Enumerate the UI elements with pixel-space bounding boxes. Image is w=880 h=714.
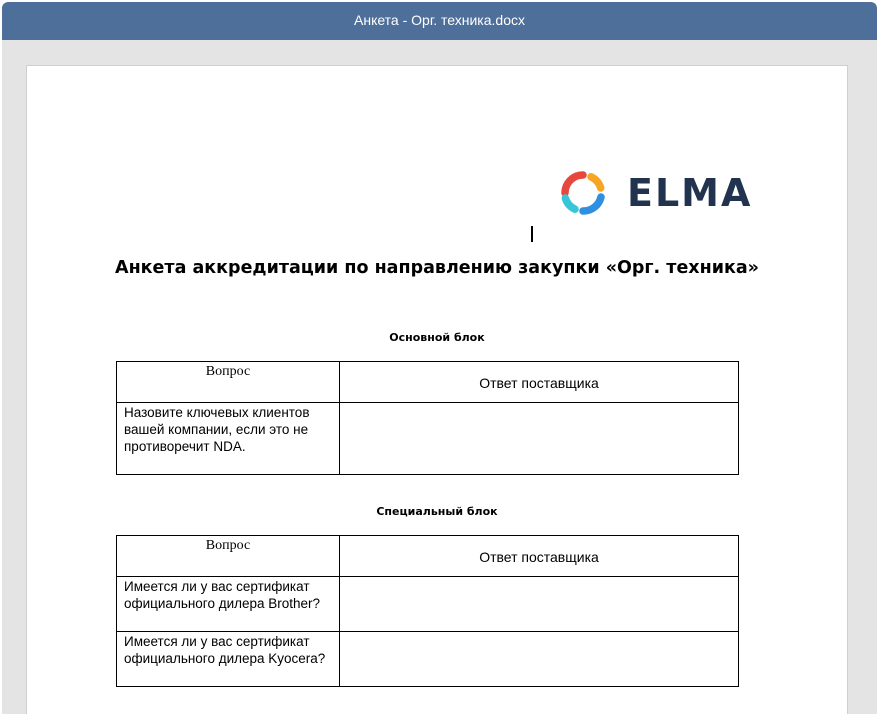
elma-logo [557, 166, 752, 220]
header-answer: Ответ поставщика [340, 362, 739, 403]
header-question: Вопрос [117, 536, 340, 577]
document-viewer-window [2, 2, 877, 714]
header-answer: Ответ поставщика [340, 536, 739, 577]
elma-logo-text: ELMA [627, 171, 753, 215]
answer-cell[interactable] [340, 403, 739, 475]
document-title: Анкета аккредитации по направлению закупки «Орг. техника» [115, 258, 759, 278]
section-title-special: Специальный блок [376, 505, 498, 518]
table-row [117, 577, 739, 632]
text-cursor [531, 226, 533, 242]
document-page[interactable] [26, 65, 848, 714]
question-cell: Имеется ли у вас сертификат официального дилера Kyocera? [117, 632, 340, 687]
answer-cell[interactable] [340, 577, 739, 632]
section-title-main: Основной блок [389, 331, 485, 344]
answer-cell[interactable] [340, 632, 739, 687]
elma-ring-icon [557, 167, 609, 219]
table-row [117, 632, 739, 687]
window-title: Анкета - Орг. техника.docx [2, 2, 877, 40]
main-block-table [116, 361, 739, 475]
question-cell: Имеется ли у вас сертификат официального дилера Brother? [117, 577, 340, 632]
question-cell: Назовите ключевых клиентов вашей компании, если это не противоречит NDA. [117, 403, 340, 475]
table-row [117, 403, 739, 475]
header-question: Вопрос [117, 362, 340, 403]
table-header-row [117, 536, 739, 577]
special-block-table [116, 535, 739, 687]
table-header-row [117, 362, 739, 403]
